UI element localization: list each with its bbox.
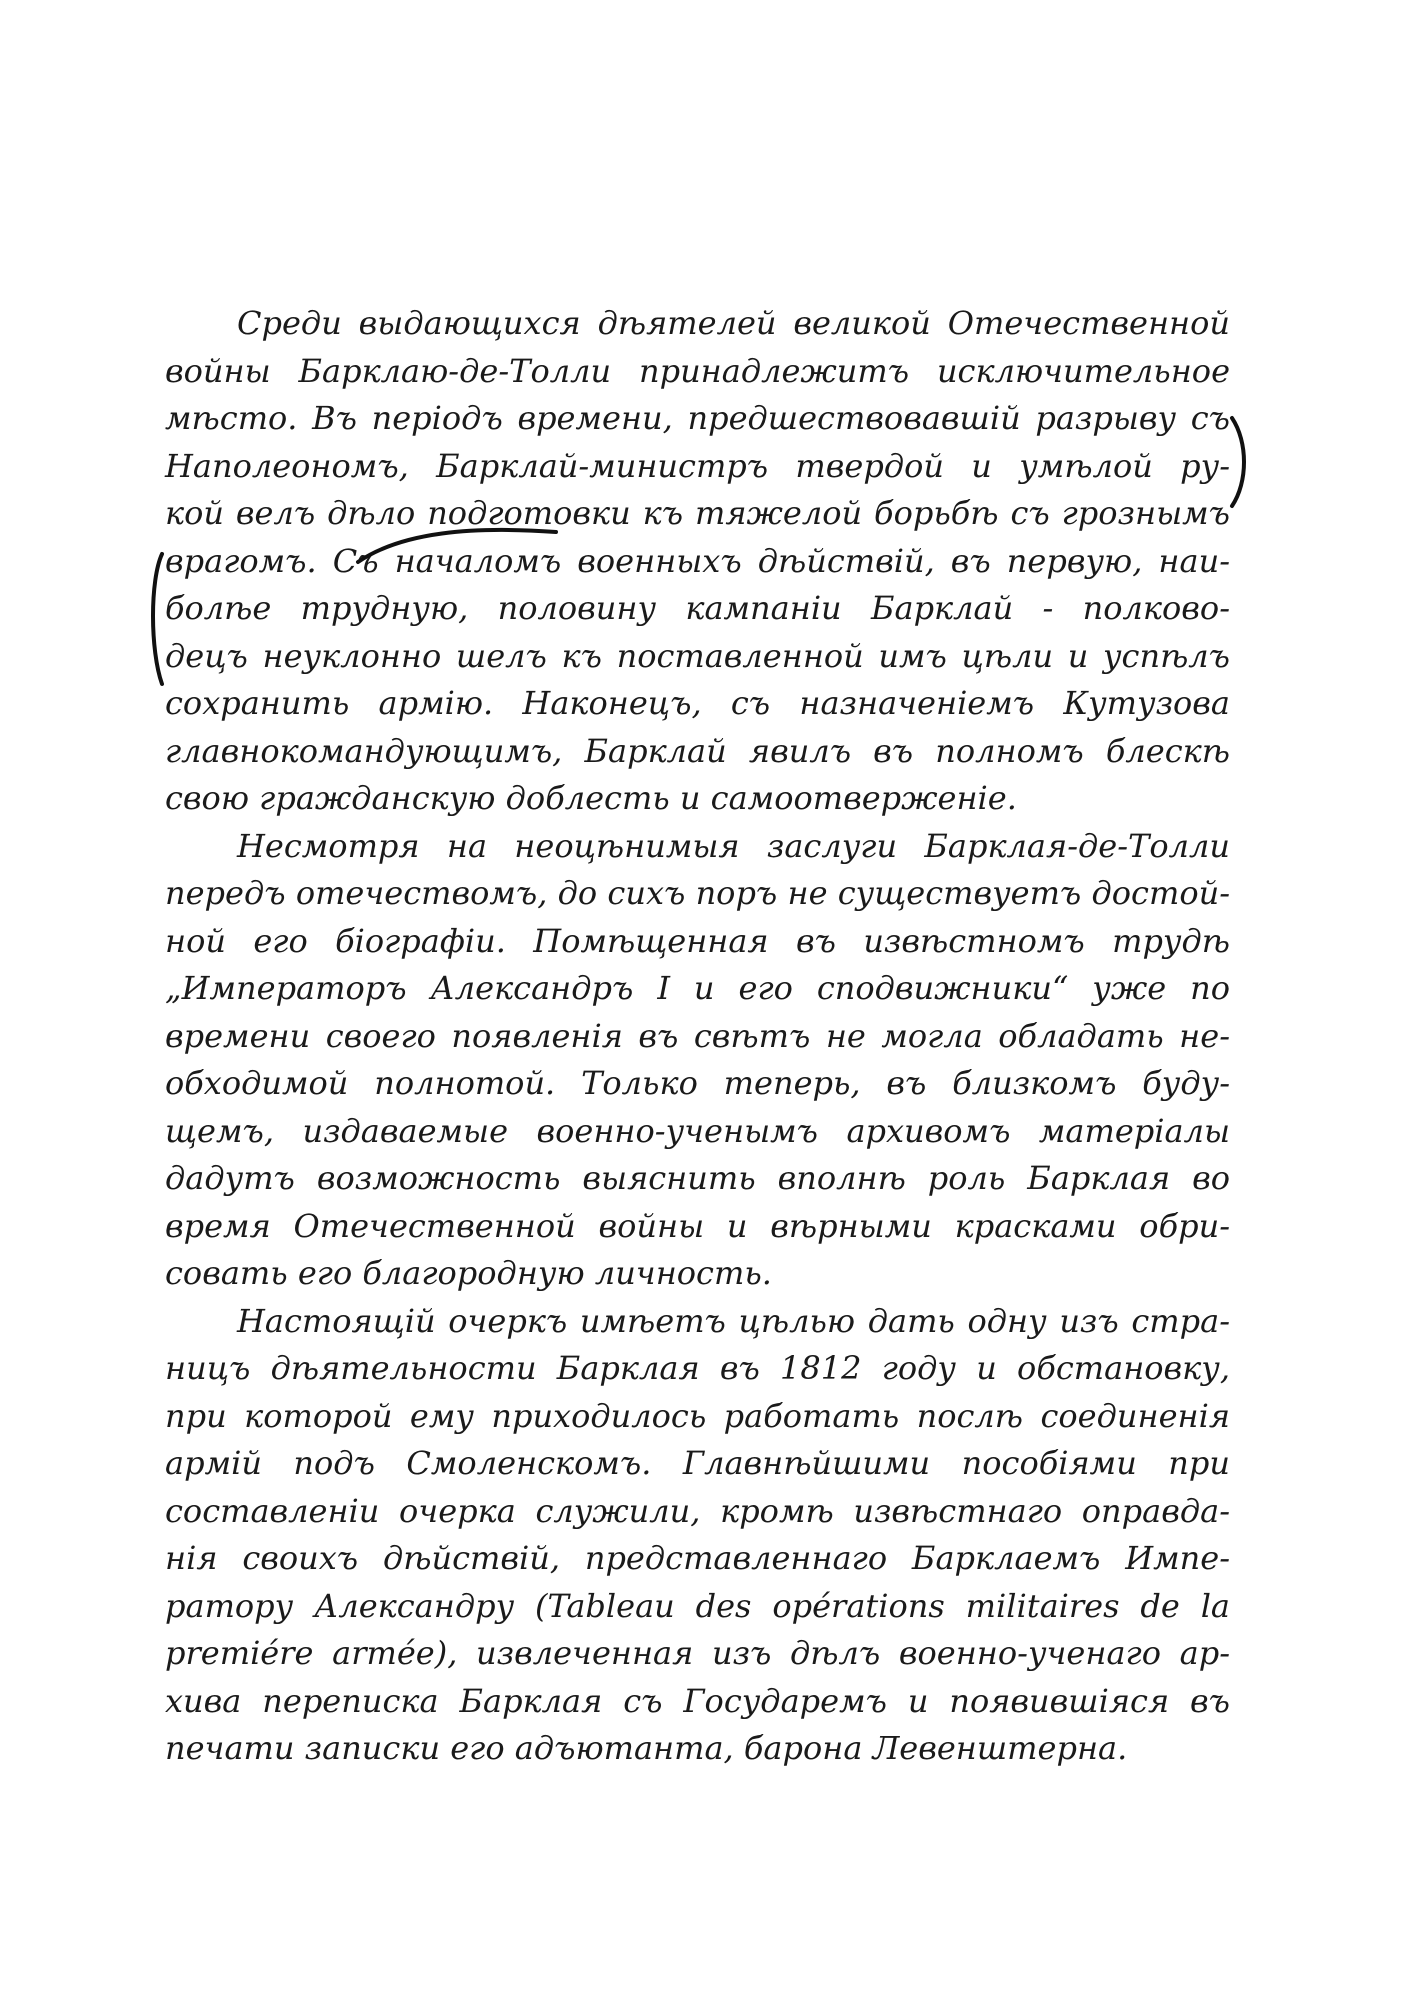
text-line: армій подъ Смоленскомъ. Главнѣйшими пособіями при [165,1444,1230,1482]
text-line: щемъ, издаваемые военно-ученымъ архивомъ матеріалы [165,1111,1230,1150]
margin-bracket-left [140,550,180,690]
paragraph-1 [165,300,1230,823]
text-line: Наполеономъ, Барклай-министръ твердой и умѣлой ру- [165,446,1230,485]
text-line: нія своихъ дѣйствій, представленнаго Барклаемъ Импе- [165,1539,1230,1577]
margin-bracket-right [1222,412,1262,512]
text-line: „Императоръ Александръ I и его сподвижники“ уже по [165,969,1230,1007]
text-line: дадутъ возможность выяснить вполнѣ роль Барклая во [165,1159,1230,1197]
text-line: составленіи очерка служили, кромѣ извѣстнаго оправда- [165,1491,1230,1530]
text-line: децъ неуклонно шелъ къ поставленной имъ цѣли и успѣлъ [165,636,1230,675]
text-line: ной его біографіи. Помѣщенная въ извѣстномъ трудѣ [165,921,1230,960]
text-line: Несмотря на неоцѣнимыя заслуги Барклая-де-Толли [237,826,1230,865]
paragraph-3 [165,1298,1230,1773]
text-line: premiére armée), извлеченная изъ дѣлъ военно-ученаго ар- [165,1634,1230,1672]
text-line: Настоящій очеркъ имѣетъ цѣлью дать одну изъ стра- [237,1301,1230,1340]
text-line: мѣсто. Въ періодъ времени, предшествовавшій разрыву съ [165,399,1230,437]
text-line: при которой ему приходилось работать послѣ соединенія [165,1396,1230,1435]
text-line: ницъ дѣятельности Барклая въ 1812 году и обстановку, [165,1349,1230,1387]
text-line: сохранить армію. Наконецъ, съ назначеніемъ Кутузова [165,684,1230,722]
paragraph-2 [165,823,1230,1298]
text-line: Среди выдающихся дѣятелей великой Отечественной [237,304,1230,342]
pencil-stroke [352,522,562,572]
text-line: хива переписка Барклая съ Государемъ и появившіяся въ [165,1681,1230,1720]
text-line: обходимой полнотой. Только теперь, въ близкомъ буду- [165,1064,1230,1102]
text-line: войны Барклаю-де-Толли принадлежитъ исключительное [165,351,1230,390]
text-line: совать его благородную личность. [165,1254,772,1292]
text-line: печати записки его адъютанта, барона Левенштерна. [165,1729,1128,1767]
text-line: кой велъ дѣло подготовки къ тяжелой борьбѣ съ грознымъ [165,494,1230,532]
text-line: время Отечественной войны и вѣрными красками обри- [165,1206,1230,1245]
text-line: передъ отечествомъ, до сихъ поръ не существуетъ достой- [165,874,1230,912]
text-line: врагомъ. Съ началомъ военныхъ дѣйствій, въ первую, наи- [165,541,1230,580]
text-line: свою гражданскую доблесть и самоотверженіе. [165,779,1017,817]
text-line: ратору Александру (Tableau des opérations militaires de la [165,1586,1230,1625]
text-line: времени своего появленія въ свѣтъ не могла обладать не- [165,1016,1230,1055]
text-line: главнокомандующимъ, Барклай явилъ въ полномъ блескѣ [165,731,1230,770]
text-line: болѣе трудную, половину кампаніи Барклай - полково- [165,589,1230,627]
body-text [165,300,1230,1773]
